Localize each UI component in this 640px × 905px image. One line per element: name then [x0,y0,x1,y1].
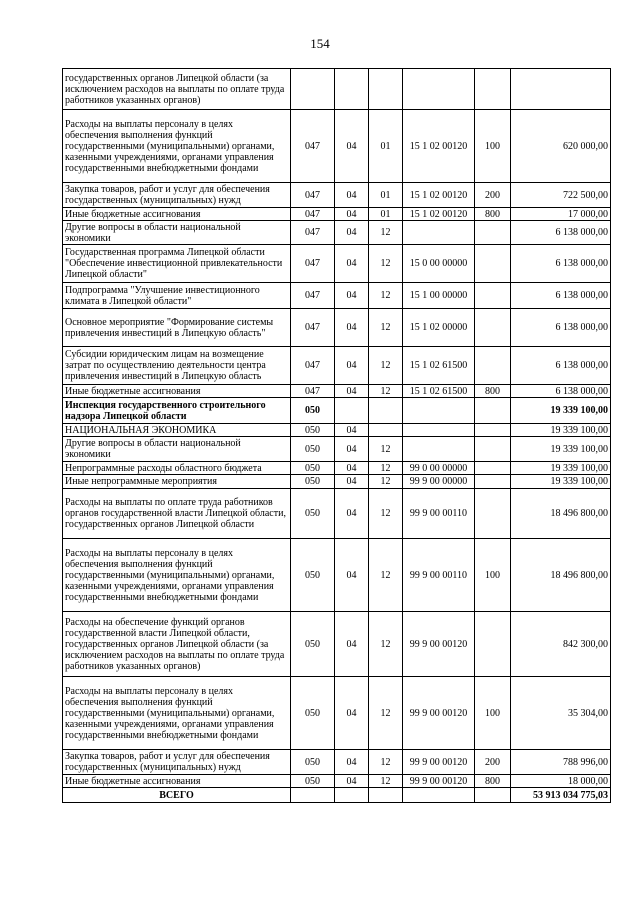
page-number: 154 [310,36,330,51]
row-ved-cell: 047 [291,309,335,347]
table-row [63,539,611,612]
row-ved-cell: 050 [291,489,335,539]
row-expense-type-cell: 200 [475,750,511,775]
row-sum-cell: 6 138 000,00 [511,283,611,309]
row-name-cell: Другие вопросы в области национальной экономики [63,221,291,245]
row-sum-cell: 35 304,00 [511,677,611,750]
row-section-cell: 04 [335,539,369,612]
row-section-cell [335,69,369,110]
row-section-cell: 04 [335,462,369,475]
row-ved-cell: 050 [291,775,335,788]
row-expense-type-cell [475,788,511,803]
row-target-article-cell [403,788,475,803]
row-expense-type-cell [475,475,511,489]
row-name-cell: Субсидии юридическим лицам на возмещение затрат по осуществлению деятельности центра привлечения инвестиций в Липецкую область [63,347,291,385]
row-subsection-cell: 01 [369,208,403,221]
budget-table [62,68,611,803]
row-sum-cell: 842 300,00 [511,612,611,677]
row-target-article-cell: 99 9 00 00000 [403,475,475,489]
row-ved-cell: 047 [291,385,335,398]
row-subsection-cell: 12 [369,221,403,245]
row-sum-cell: 6 138 000,00 [511,385,611,398]
row-subsection-cell: 01 [369,183,403,208]
row-name-cell: Закупка товаров, работ и услуг для обеспечения государственных (муниципальных) нужд [63,750,291,775]
row-subsection-cell: 12 [369,475,403,489]
table-row [63,245,611,283]
table-row [63,462,611,475]
row-sum-cell: 6 138 000,00 [511,221,611,245]
row-subsection-cell: 12 [369,437,403,462]
row-name-cell: Иные бюджетные ассигнования [63,208,291,221]
row-expense-type-cell [475,347,511,385]
table-row [63,750,611,775]
table-row [63,69,611,110]
row-sum-cell: 17 000,00 [511,208,611,221]
row-section-cell: 04 [335,424,369,437]
table-row [63,612,611,677]
row-sum-cell: 19 339 100,00 [511,398,611,424]
row-sum-cell: 6 138 000,00 [511,347,611,385]
row-ved-cell: 047 [291,245,335,283]
row-name-cell: Другие вопросы в области национальной экономики [63,437,291,462]
row-ved-cell [291,788,335,803]
row-section-cell [335,788,369,803]
row-sum-cell: 19 339 100,00 [511,437,611,462]
row-expense-type-cell [475,283,511,309]
row-name-cell: Подпрограмма "Улучшение инвестиционного климата в Липецкой области" [63,283,291,309]
row-ved-cell: 050 [291,398,335,424]
row-name-cell: Закупка товаров, работ и услуг для обеспечения государственных (муниципальных) нужд [63,183,291,208]
row-sum-cell: 620 000,00 [511,110,611,183]
row-subsection-cell: 12 [369,245,403,283]
row-sum-cell: 6 138 000,00 [511,309,611,347]
row-subsection-cell: 12 [369,677,403,750]
row-sum-cell: 722 500,00 [511,183,611,208]
row-target-article-cell [403,424,475,437]
row-name-cell: Расходы на выплаты персоналу в целях обеспечения выполнения функций государственными (муниципальными) органами, казенными учреждениями, органами управления государственными внебюджетными фондами [63,110,291,183]
row-expense-type-cell [475,221,511,245]
row-target-article-cell [403,398,475,424]
row-subsection-cell: 12 [369,283,403,309]
row-expense-type-cell: 100 [475,110,511,183]
row-ved-cell: 050 [291,462,335,475]
row-target-article-cell: 15 1 02 61500 [403,385,475,398]
row-expense-type-cell [475,489,511,539]
row-name-cell: Иные бюджетные ассигнования [63,385,291,398]
row-sum-cell: 18 496 800,00 [511,489,611,539]
table-row [63,221,611,245]
table-row [63,424,611,437]
row-expense-type-cell: 200 [475,183,511,208]
row-sum-cell: 19 339 100,00 [511,424,611,437]
row-sum-cell: 53 913 034 775,03 [511,788,611,803]
row-target-article-cell: 99 9 00 00120 [403,775,475,788]
row-ved-cell: 047 [291,110,335,183]
row-target-article-cell: 15 1 02 00120 [403,183,475,208]
row-ved-cell: 047 [291,221,335,245]
row-target-article-cell: 99 9 00 00110 [403,489,475,539]
row-expense-type-cell [475,437,511,462]
row-target-article-cell: 15 1 02 00000 [403,309,475,347]
row-target-article-cell: 15 1 02 00120 [403,208,475,221]
row-ved-cell: 050 [291,475,335,489]
total-row [63,788,611,803]
row-subsection-cell [369,398,403,424]
table-row [63,775,611,788]
row-ved-cell: 047 [291,208,335,221]
row-expense-type-cell [475,462,511,475]
row-name-cell: Расходы на обеспечение функций органов государственной власти Липецкой области, государственных органов Липецкой области (за исключением расходов на выплаты по оплате труда работников указанных органов) [63,612,291,677]
row-section-cell [335,398,369,424]
row-section-cell: 04 [335,677,369,750]
row-name-cell: НАЦИОНАЛЬНАЯ ЭКОНОМИКА [63,424,291,437]
row-sum-cell: 19 339 100,00 [511,475,611,489]
row-section-cell: 04 [335,347,369,385]
table-row [63,283,611,309]
row-name-cell: Государственная программа Липецкой области "Обеспечение инвестиционной привлекательности Липецкой области" [63,245,291,283]
row-expense-type-cell: 800 [475,208,511,221]
row-target-article-cell: 99 0 00 00000 [403,462,475,475]
table-row [63,110,611,183]
table-row [63,475,611,489]
row-ved-cell: 050 [291,612,335,677]
table-row [63,677,611,750]
row-subsection-cell: 12 [369,462,403,475]
row-name-cell: Непрограммные расходы областного бюджета [63,462,291,475]
row-subsection-cell: 12 [369,750,403,775]
row-subsection-cell: 12 [369,612,403,677]
row-sum-cell: 788 996,00 [511,750,611,775]
row-name-cell: Расходы на выплаты персоналу в целях обеспечения выполнения функций государственными (муниципальными) органами, казенными учреждениями, органами управления государственными внебюджетными фондами [63,677,291,750]
table-row [63,489,611,539]
row-expense-type-cell: 100 [475,539,511,612]
row-subsection-cell: 12 [369,775,403,788]
row-ved-cell [291,69,335,110]
row-expense-type-cell [475,309,511,347]
row-expense-type-cell: 800 [475,385,511,398]
table-row [63,347,611,385]
table-row [63,398,611,424]
row-target-article-cell [403,221,475,245]
row-subsection-cell [369,69,403,110]
row-section-cell: 04 [335,208,369,221]
row-ved-cell: 047 [291,347,335,385]
row-subsection-cell: 01 [369,110,403,183]
row-target-article-cell: 15 1 02 00120 [403,110,475,183]
row-expense-type-cell [475,612,511,677]
row-target-article-cell: 15 0 00 00000 [403,245,475,283]
row-subsection-cell: 12 [369,539,403,612]
row-expense-type-cell [475,69,511,110]
row-target-article-cell: 99 9 00 00110 [403,539,475,612]
row-expense-type-cell: 800 [475,775,511,788]
row-section-cell: 04 [335,475,369,489]
row-name-cell: государственных органов Липецкой области (за исключением расходов на выплаты по оплате труда работников указанных органов) [63,69,291,110]
table-row [63,437,611,462]
row-section-cell: 04 [335,283,369,309]
row-expense-type-cell [475,424,511,437]
row-section-cell: 04 [335,437,369,462]
row-ved-cell: 050 [291,424,335,437]
row-target-article-cell: 99 9 00 00120 [403,612,475,677]
row-target-article-cell [403,69,475,110]
row-ved-cell: 050 [291,677,335,750]
row-section-cell: 04 [335,110,369,183]
row-name-cell: Инспекция государственного строительного надзора Липецкой области [63,398,291,424]
row-name-cell: Иные бюджетные ассигнования [63,775,291,788]
row-section-cell: 04 [335,750,369,775]
row-name-cell: Иные непрограммные мероприятия [63,475,291,489]
row-subsection-cell: 12 [369,385,403,398]
row-target-article-cell [403,437,475,462]
row-expense-type-cell [475,245,511,283]
row-ved-cell: 050 [291,750,335,775]
row-sum-cell: 6 138 000,00 [511,245,611,283]
table-row [63,208,611,221]
row-ved-cell: 047 [291,183,335,208]
row-ved-cell: 050 [291,539,335,612]
row-subsection-cell [369,788,403,803]
row-sum-cell: 19 339 100,00 [511,462,611,475]
row-section-cell: 04 [335,612,369,677]
row-subsection-cell: 12 [369,309,403,347]
row-sum-cell [511,69,611,110]
row-section-cell: 04 [335,245,369,283]
row-subsection-cell [369,424,403,437]
row-sum-cell: 18 496 800,00 [511,539,611,612]
row-section-cell: 04 [335,183,369,208]
row-section-cell: 04 [335,489,369,539]
row-name-cell: Расходы на выплаты по оплате труда работников органов государственной власти Липецкой области, государственных органов Липецкой области [63,489,291,539]
table-row [63,183,611,208]
table-row [63,385,611,398]
row-section-cell: 04 [335,385,369,398]
row-target-article-cell: 15 1 00 00000 [403,283,475,309]
row-name-cell: ВСЕГО [63,788,291,803]
row-sum-cell: 18 000,00 [511,775,611,788]
row-expense-type-cell: 100 [475,677,511,750]
row-name-cell: Расходы на выплаты персоналу в целях обеспечения выполнения функций государственными (муниципальными) органами, казенными учреждениями, органами управления государственными внебюджетными фондами [63,539,291,612]
row-name-cell: Основное мероприятие "Формирование системы привлечения инвестиций в Липецкую область" [63,309,291,347]
row-ved-cell: 047 [291,283,335,309]
row-section-cell: 04 [335,221,369,245]
row-section-cell: 04 [335,309,369,347]
row-target-article-cell: 99 9 00 00120 [403,750,475,775]
row-ved-cell: 050 [291,437,335,462]
row-section-cell: 04 [335,775,369,788]
row-target-article-cell: 15 1 02 61500 [403,347,475,385]
row-subsection-cell: 12 [369,347,403,385]
row-expense-type-cell [475,398,511,424]
table-row [63,309,611,347]
row-subsection-cell: 12 [369,489,403,539]
row-target-article-cell: 99 9 00 00120 [403,677,475,750]
